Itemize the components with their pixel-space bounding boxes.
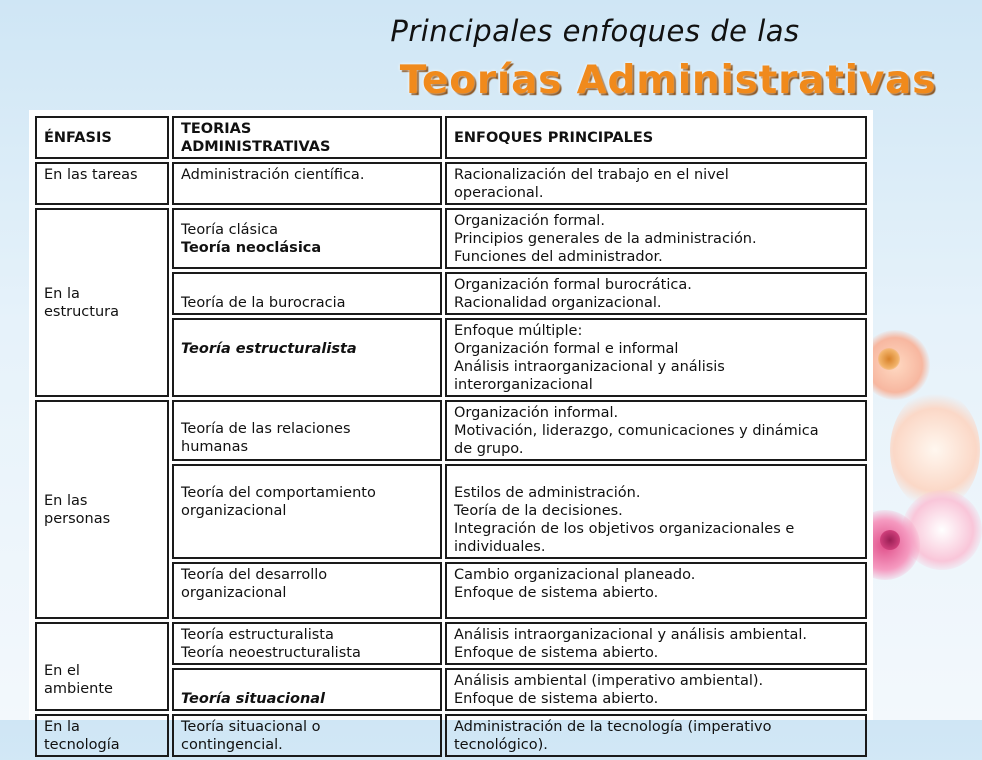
header-teorias: TEORIAS ADMINISTRATIVAS <box>172 116 442 159</box>
teoria-cell <box>172 208 442 269</box>
teoria-cell: Teoría del comportamiento organizacional <box>172 464 442 559</box>
table-document <box>29 110 873 753</box>
enfoque-cell: Racionalización del trabajo en el nivel operacional. <box>445 162 867 205</box>
table-row <box>35 622 867 665</box>
table-row <box>35 400 867 461</box>
table-header-row <box>35 116 867 159</box>
teoria-cell: Teoría de la burocracia <box>172 272 442 315</box>
header-enfoques: ENFOQUES PRINCIPALES <box>445 116 867 159</box>
enfoque-cell: Administración de la tecnología (imperativo tecnológico). <box>445 714 867 757</box>
teoria-cell: Teoría estructuralista Teoría neoestructuralista <box>172 622 442 665</box>
title-line-1: Principales enfoques de las <box>390 14 800 48</box>
enfoque-cell: Cambio organizacional planeado. Enfoque de sistema abierto. <box>445 562 867 619</box>
enfoque-cell: Análisis ambiental (imperativo ambiental). Enfoque de sistema abierto. <box>445 668 867 711</box>
enfoque-cell: Organización formal. Principios generales de la administración. Funciones del administrador. <box>445 208 867 269</box>
teoria-cell: Administración científica. <box>172 162 442 205</box>
enfoque-cell: Análisis intraorganizacional y análisis ambiental. Enfoque de sistema abierto. <box>445 622 867 665</box>
teoria-cell: Teoría estructuralista <box>172 318 442 397</box>
table-row <box>35 162 867 205</box>
enfasis-cell: En las tareas <box>35 162 169 205</box>
title-line-2: Teorías Administrativas <box>399 58 937 103</box>
teoria-cell: Teoría de las relaciones humanas <box>172 400 442 461</box>
enfasis-cell: En la tecnología <box>35 714 169 757</box>
header-enfasis: ÉNFASIS <box>35 116 169 159</box>
teoria-cell: Teoría situacional o contingencial. <box>172 714 442 757</box>
enfasis-cell: En el ambiente <box>35 622 169 711</box>
teoria-bold-text: Teoría neoclásica <box>181 240 322 256</box>
enfoque-cell: Organización formal burocrática. Racionalidad organizacional. <box>445 272 867 315</box>
teoria-cell: Teoría del desarrollo organizacional <box>172 562 442 619</box>
table-row <box>35 714 867 757</box>
table-row <box>35 208 867 269</box>
enfoque-cell: Enfoque múltiple: Organización formal e informal Análisis intraorganizacional y análisis interorganizacional <box>445 318 867 397</box>
enfasis-cell: En la estructura <box>35 208 169 397</box>
enfoque-cell: Estilos de administración. Teoría de la decisiones. Integración de los objetivos organizacionales e individuales. <box>445 464 867 559</box>
teoria-cell: Teoría situacional <box>172 668 442 711</box>
enfasis-cell: En las personas <box>35 400 169 619</box>
enfoque-cell: Organización informal. Motivación, liderazgo, comunicaciones y dinámica de grupo. <box>445 400 867 461</box>
theories-table <box>32 113 870 760</box>
teoria-text: Teoría clásica <box>181 222 278 238</box>
